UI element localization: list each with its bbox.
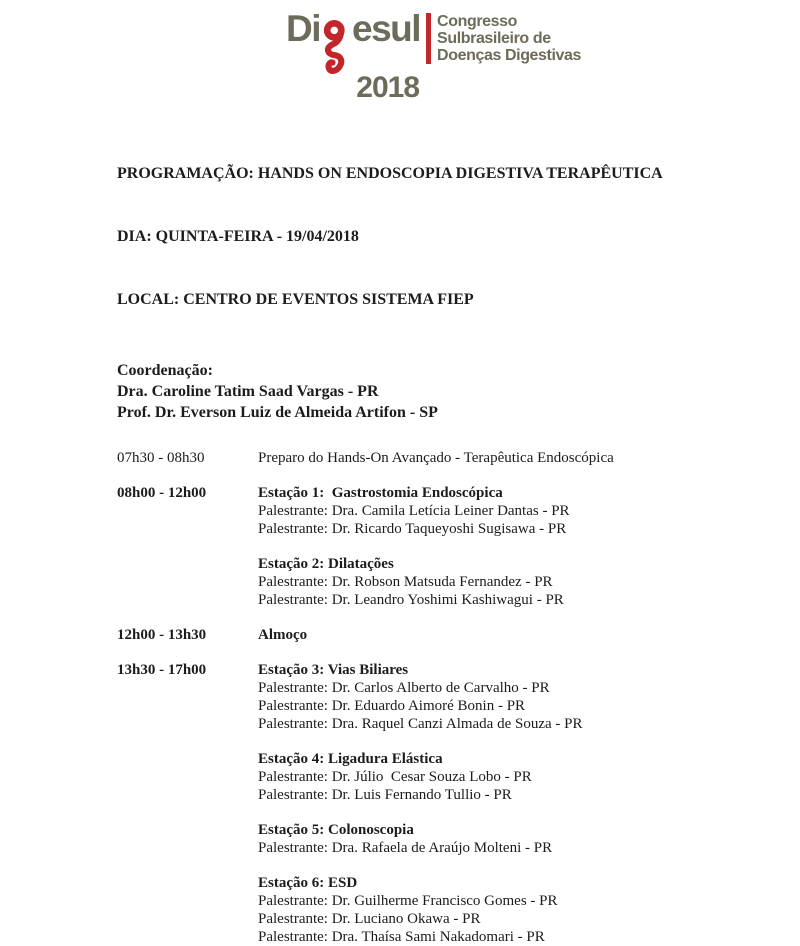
- schedule-content: [258, 449, 780, 467]
- speaker-line: Palestrante: Dra. Raquel Canzi Almada de Souza - PR: [258, 716, 583, 732]
- brand-year: 2018: [356, 71, 420, 104]
- schedule-time: 12h00 - 13h30: [117, 627, 207, 643]
- schedule: [117, 449, 780, 946]
- speaker-line: Palestrante: Dr. Júlio Cesar Souza Lobo - PR: [258, 769, 532, 785]
- speaker-line: Palestrante: Dr. Robson Matsuda Fernandez - PR: [258, 574, 553, 590]
- program-date-line: DIA: QUINTA-FEIRA - 19/04/2018: [117, 228, 359, 245]
- speaker-line: Palestrante: Dra. Rafaela de Araújo Molteni - PR: [258, 840, 553, 856]
- program-header: [117, 121, 770, 331]
- coordination-title: Coordenação:: [117, 362, 213, 379]
- speaker-line: Preparo do Hands-On Avançado - Terapêutica Endoscópica: [258, 450, 614, 466]
- schedule-time: 13h30 - 17h00: [117, 662, 207, 678]
- schedule-time: 07h30 - 08h30: [117, 450, 205, 466]
- speaker-line: Palestrante: Dr. Ricardo Taqueyoshi Sugisawa - PR: [258, 521, 567, 537]
- session-title: Estação 4: Ligadura Elástica: [258, 751, 443, 767]
- session-block: [258, 750, 780, 804]
- schedule-time: 08h00 - 12h00: [117, 485, 207, 501]
- session-title: Estação 5: Colonoscopia: [258, 822, 414, 838]
- digesul-logo: [286, 10, 581, 103]
- session-title: Estação 2: Dilatações: [258, 556, 394, 572]
- schedule-content: [258, 484, 780, 609]
- session-block: [258, 484, 780, 538]
- brand-name: [286, 10, 420, 78]
- logo-divider-bar: [426, 13, 431, 64]
- session-title: Estação 6: ESD: [258, 875, 358, 891]
- program-title-line: PROGRAMAÇÃO: HANDS ON ENDOSCOPIA DIGESTIVA TERAPÊUTICA: [117, 165, 663, 182]
- speaker-line: Palestrante: Dr. Luis Fernando Tullio - PR: [258, 787, 512, 803]
- speaker-line: Palestrante: Dra. Thaísa Sami Nakadomari - PR: [258, 929, 545, 945]
- logo-tagline: [437, 13, 581, 64]
- speaker-line: Palestrante: Dr. Eduardo Aimoré Bonin - PR: [258, 698, 526, 714]
- brand-di: Di: [286, 8, 320, 49]
- schedule-entry: [117, 626, 780, 644]
- session-title: Estação 3: Vias Biliares: [258, 662, 409, 678]
- schedule-entry: [117, 484, 780, 609]
- coordination-section: [117, 360, 770, 423]
- session-block: [258, 626, 780, 644]
- brand-esul: esul: [352, 8, 421, 49]
- speaker-line: Palestrante: Dr. Luciano Okawa - PR: [258, 911, 481, 927]
- session-block: [258, 661, 780, 733]
- schedule-entry: [117, 449, 780, 467]
- speaker-line: Palestrante: Dr. Guilherme Francisco Gomes - PR: [258, 893, 558, 909]
- session-title: Estação 1: Gastrostomia Endoscópica: [258, 485, 503, 501]
- session-block: [258, 555, 780, 609]
- speaker-line: Palestrante: Dr. Leandro Yoshimi Kashiwagui - PR: [258, 592, 564, 608]
- endoscope-g-icon: [321, 18, 351, 78]
- coordinator-name: Prof. Dr. Everson Luiz de Almeida Artifon - SP: [117, 404, 438, 421]
- tagline-line: Congresso: [437, 13, 518, 30]
- tagline-line: Doenças Digestivas: [437, 47, 582, 64]
- logo-wordmark: [286, 10, 420, 103]
- schedule-content: [258, 661, 780, 946]
- program-location-line: LOCAL: CENTRO DE EVENTOS SISTEMA FIEP: [117, 291, 474, 308]
- schedule-entry: [117, 661, 780, 946]
- schedule-content: [258, 626, 780, 644]
- speaker-line: Palestrante: Dra. Camila Letícia Leiner Dantas - PR: [258, 503, 570, 519]
- tagline-line: Sulbrasileiro de: [437, 30, 551, 47]
- session-block: [258, 449, 780, 467]
- session-block: [258, 821, 780, 857]
- session-title: Almoço: [258, 627, 308, 643]
- speaker-line: Palestrante: Dr. Carlos Alberto de Carvalho - PR: [258, 680, 550, 696]
- session-block: [258, 874, 780, 946]
- coordinator-name: Dra. Caroline Tatim Saad Vargas - PR: [117, 383, 379, 400]
- logo-area: [0, 0, 800, 105]
